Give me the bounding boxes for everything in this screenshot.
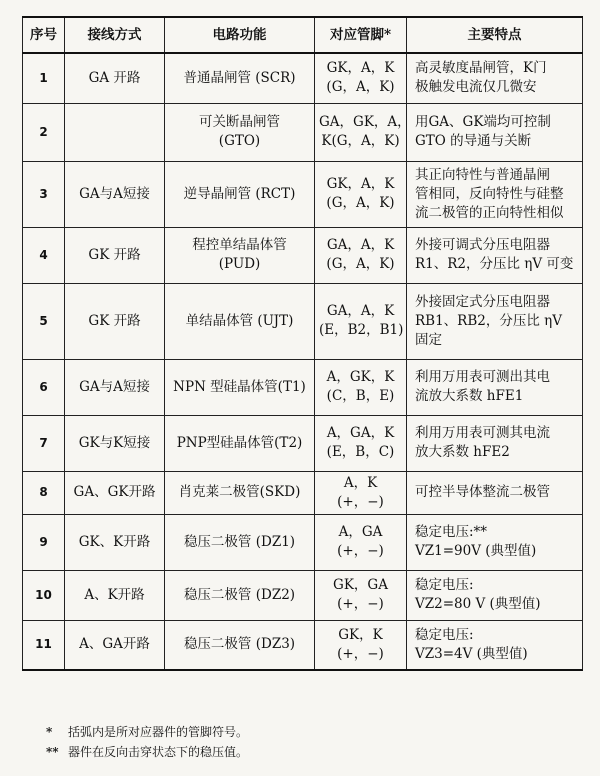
pin-mapping-line: A，K bbox=[343, 474, 378, 491]
pin-mapping-line: GK，K bbox=[338, 626, 383, 643]
footnote bbox=[46, 742, 566, 762]
circuit-function-line: 肖克莱二极管(SKD) bbox=[178, 484, 301, 500]
circuit-function-line: NPN 型硅晶体管(T1) bbox=[173, 378, 306, 395]
circuit-function-line: 程控单结晶体管 bbox=[192, 237, 287, 253]
header-features: 主要特点 bbox=[407, 17, 583, 53]
wiring-mode: GA 开路 bbox=[65, 53, 165, 103]
wiring-mode: GA、GK开路 bbox=[65, 471, 165, 514]
table-row bbox=[23, 415, 583, 471]
pin-mapping-line: K(G，A，K) bbox=[321, 133, 400, 149]
header-mode: 接线方式 bbox=[65, 17, 165, 53]
wiring-mode: GA与A短接 bbox=[65, 161, 165, 227]
row-number: 6 bbox=[23, 359, 65, 415]
pin-mapping bbox=[315, 415, 407, 471]
footnote-text: 器件在反向击穿状态下的稳压值。 bbox=[68, 745, 249, 759]
circuit-function bbox=[165, 53, 315, 103]
table-row bbox=[23, 620, 583, 670]
main-features-line: 外接可调式分压电阻器 bbox=[415, 237, 550, 253]
row-number: 1 bbox=[23, 53, 65, 103]
table-row bbox=[23, 103, 583, 161]
main-features bbox=[407, 227, 583, 283]
main-features bbox=[407, 471, 583, 514]
pin-mapping-line: (+，−) bbox=[337, 596, 384, 612]
main-features-line: 高灵敏度晶闸管，K门 bbox=[415, 60, 547, 77]
circuit-function-line: (PUD) bbox=[218, 256, 261, 272]
main-features bbox=[407, 415, 583, 471]
pin-mapping-line: GK，A，K bbox=[326, 176, 395, 192]
pin-mapping-line: A，GA，K bbox=[326, 425, 395, 441]
circuit-function bbox=[165, 471, 315, 514]
circuit-function bbox=[165, 415, 315, 471]
main-features bbox=[407, 161, 583, 227]
pin-mapping-line: GK，GA bbox=[333, 577, 388, 593]
pin-mapping-line: GA，A，K bbox=[326, 237, 395, 253]
pin-mapping-line: (+，−) bbox=[337, 493, 384, 510]
main-features-line: 利用万用表可测其电流 bbox=[415, 425, 550, 441]
wiring-mode: GK、K开路 bbox=[65, 514, 165, 570]
circuit-function bbox=[165, 620, 315, 670]
pin-mapping-line: (G，A，K) bbox=[326, 195, 395, 211]
wiring-mode: GK与K短接 bbox=[65, 415, 165, 471]
pin-mapping-line: (E，B2，B1) bbox=[319, 322, 404, 338]
main-features-line: 可控半导体整流二极管 bbox=[415, 484, 550, 500]
pin-mapping bbox=[315, 103, 411, 161]
main-features-line: 管相同，反向特性与硅整 bbox=[415, 185, 564, 202]
pin-mapping-line: (+，−) bbox=[337, 645, 384, 662]
wiring-mode: A、GA开路 bbox=[65, 620, 165, 670]
header-no: 序号 bbox=[23, 17, 65, 53]
circuit-function-line: 逆导晶闸管 (RCT) bbox=[183, 185, 296, 202]
pin-mapping bbox=[315, 227, 407, 283]
circuit-function bbox=[165, 283, 315, 359]
circuit-function-line: PNP型硅晶体管(T2) bbox=[176, 434, 303, 451]
pin-mapping bbox=[315, 53, 407, 103]
wiring-mode bbox=[65, 103, 165, 161]
main-features-line: 稳定电压:** bbox=[415, 524, 488, 540]
pin-mapping bbox=[315, 161, 407, 227]
table-row bbox=[23, 514, 583, 570]
main-features bbox=[407, 283, 583, 359]
main-features bbox=[407, 359, 583, 415]
main-features-line: 利用万用表可测出其电 bbox=[415, 369, 550, 385]
pin-mapping bbox=[315, 620, 407, 670]
row-number: 9 bbox=[23, 514, 65, 570]
pin-mapping-line: (G，A，K) bbox=[326, 256, 395, 272]
main-features-line: 固定 bbox=[415, 331, 442, 348]
pin-mapping-line: A，GA bbox=[338, 524, 383, 540]
pin-mapping-line: A，GK，K bbox=[326, 369, 395, 385]
main-features bbox=[407, 570, 583, 620]
circuit-function bbox=[165, 359, 315, 415]
main-features-line: 外接固定式分压电阻器 bbox=[415, 293, 550, 310]
circuit-function-line: 可关断晶闸管 bbox=[199, 114, 280, 130]
header-function: 电路功能 bbox=[165, 17, 315, 53]
footnotes bbox=[46, 722, 566, 762]
pin-mapping-line: GA，A，K bbox=[326, 303, 395, 319]
wiring-mode: GK 开路 bbox=[65, 227, 165, 283]
pin-mapping-line: (E，B，C) bbox=[326, 444, 395, 460]
circuit-function-line: 单结晶体管 (UJT) bbox=[185, 312, 294, 329]
circuit-function-line: 稳压二极管 (DZ1) bbox=[183, 533, 296, 550]
device-pin-table bbox=[22, 16, 583, 671]
footnote-mark: * bbox=[46, 725, 53, 739]
main-features-line: 其正向特性与普通晶闸 bbox=[415, 166, 550, 183]
main-features bbox=[407, 514, 583, 570]
main-features-line: 用GA、GK端均可控制 bbox=[415, 114, 551, 130]
main-features-line: GTO 的导通与关断 bbox=[415, 133, 532, 149]
footnote-mark: ** bbox=[46, 745, 59, 759]
main-features-line: RB1、RB2，分压比 ηV bbox=[415, 312, 562, 329]
pin-mapping-line: (+，−) bbox=[337, 543, 384, 559]
table-row bbox=[23, 283, 583, 359]
row-number: 5 bbox=[23, 283, 65, 359]
table-row bbox=[23, 53, 583, 103]
footnote bbox=[46, 722, 566, 742]
main-features bbox=[407, 103, 583, 161]
wiring-mode: A、K开路 bbox=[65, 570, 165, 620]
circuit-function-line: 普通晶闸管 (SCR) bbox=[183, 69, 296, 86]
pin-mapping-line: (C，B，E) bbox=[326, 388, 395, 404]
pin-mapping bbox=[315, 570, 407, 620]
table-row bbox=[23, 359, 583, 415]
circuit-function-line: 稳压二极管 (DZ2) bbox=[183, 586, 296, 603]
header-pins: 对应管脚* bbox=[315, 17, 407, 53]
circuit-function bbox=[165, 161, 315, 227]
main-features bbox=[407, 620, 583, 670]
pin-mapping-line: (G，A，K) bbox=[326, 79, 395, 96]
main-features-line: 流二极管的正向特性相似 bbox=[415, 204, 564, 221]
pin-mapping bbox=[315, 359, 407, 415]
main-features-line: 稳定电压: bbox=[415, 626, 474, 643]
pin-mapping bbox=[315, 283, 407, 359]
table-row bbox=[23, 471, 583, 514]
circuit-function bbox=[165, 103, 315, 161]
table-body bbox=[23, 53, 583, 670]
row-number: 8 bbox=[23, 471, 65, 514]
main-features-line: 流放大系数 hFE1 bbox=[415, 388, 524, 404]
pin-mapping bbox=[315, 471, 407, 514]
table-row bbox=[23, 570, 583, 620]
main-features-line: 放大系数 hFE2 bbox=[415, 444, 510, 460]
header-row bbox=[23, 17, 583, 53]
main-features-line: VZ3=4V (典型值) bbox=[415, 645, 528, 662]
row-number: 3 bbox=[23, 161, 65, 227]
table-header bbox=[23, 17, 583, 53]
wiring-mode: GK 开路 bbox=[65, 283, 165, 359]
main-features bbox=[407, 53, 583, 103]
circuit-function-line: 稳压二极管 (DZ3) bbox=[183, 636, 296, 653]
footnote-text: 括弧内是所对应器件的管脚符号。 bbox=[68, 725, 249, 739]
row-number: 7 bbox=[23, 415, 65, 471]
main-features-line: 稳定电压: bbox=[415, 577, 474, 593]
circuit-function bbox=[165, 227, 315, 283]
pin-mapping-line: GK，A，K bbox=[326, 60, 395, 77]
table-row bbox=[23, 161, 583, 227]
main-features-line: VZ2=80 V (典型值) bbox=[415, 596, 541, 612]
row-number: 2 bbox=[23, 103, 65, 161]
main-features-line: R1、R2，分压比 ηV 可变 bbox=[415, 256, 574, 272]
table-row bbox=[23, 227, 583, 283]
wiring-mode: GA与A短接 bbox=[65, 359, 165, 415]
main-features-line: 极触发电流仅几微安 bbox=[415, 79, 537, 96]
main-features-line: VZ1=90V (典型值) bbox=[415, 543, 537, 559]
row-number: 11 bbox=[23, 620, 65, 670]
circuit-function bbox=[165, 570, 315, 620]
circuit-function-line: (GTO) bbox=[218, 133, 261, 149]
row-number: 4 bbox=[23, 227, 65, 283]
pin-mapping-line: GA，GK，A， bbox=[319, 114, 411, 130]
row-number: 10 bbox=[23, 570, 65, 620]
circuit-function bbox=[165, 514, 315, 570]
pin-mapping bbox=[315, 514, 407, 570]
